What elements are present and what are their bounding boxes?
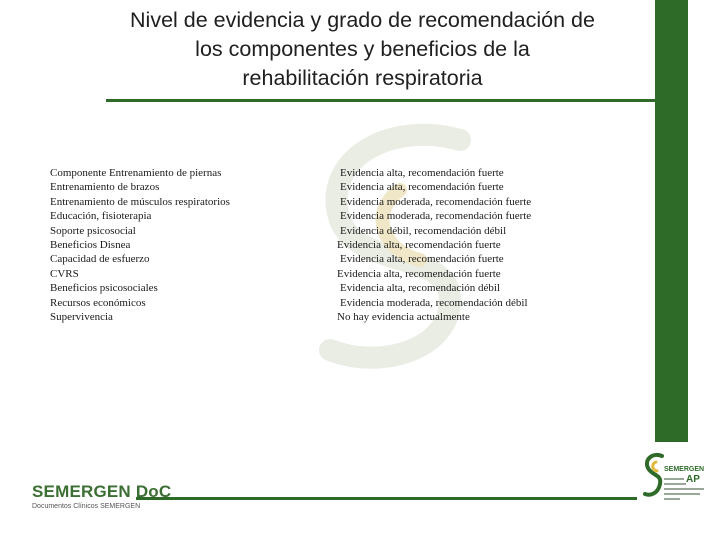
component-item: Soporte psicosocial xyxy=(50,224,136,237)
evidence-item: Evidencia moderada, recomendación débil xyxy=(340,296,528,309)
logo-title: SEMERGEN DoC xyxy=(32,482,172,501)
component-item: Capacidad de esfuerzo xyxy=(50,253,150,266)
side-accent-bar xyxy=(655,0,688,442)
evidence-item: Evidencia alta, recomendación fuerte xyxy=(340,181,504,194)
component-item: Supervivencia xyxy=(50,311,113,324)
evidence-item: Evidencia alta, recomendación fuerte xyxy=(337,267,501,280)
semergen-doc-logo xyxy=(32,482,171,511)
page-title xyxy=(90,6,635,93)
logo-fineprint xyxy=(664,488,704,490)
title-line-2: los componentes y beneficios de la xyxy=(195,37,530,61)
logo-fineprint xyxy=(664,483,686,485)
logo-fineprint xyxy=(664,478,684,480)
component-item: Componente Entrenamiento de piernas xyxy=(50,167,222,179)
evidence-item: Evidencia moderada, recomendación fuerte xyxy=(340,195,532,208)
logo-subtitle: Documentos Clínicos SEMERGEN xyxy=(32,503,141,510)
component-item: Entrenamiento de músculos respiratorios xyxy=(50,195,230,208)
evidence-list xyxy=(337,166,597,324)
evidence-item: No hay evidencia actualmente xyxy=(337,311,470,324)
right-logo-name: SEMERGEN xyxy=(664,466,705,473)
component-item: Beneficios Disnea xyxy=(50,239,131,252)
logo-fineprint xyxy=(664,493,700,495)
components-list xyxy=(50,166,310,324)
title-line-1: Nivel de evidencia y grado de recomendación de xyxy=(130,8,595,32)
title-line-3: rehabilitación respiratoria xyxy=(242,66,483,90)
evidence-item: Evidencia moderada, recomendación fuerte xyxy=(340,210,532,223)
evidence-item: Evidencia débil, recomendación débil xyxy=(340,224,507,237)
logo-fineprint xyxy=(664,498,680,500)
component-item: Recursos económicos xyxy=(50,296,146,309)
evidence-item: Evidencia alta, recomendación fuerte xyxy=(337,239,501,252)
right-logo-ap: AP xyxy=(686,474,700,485)
component-item: Educación, fisioterapia xyxy=(50,210,152,223)
component-item: Beneficios psicosociales xyxy=(50,282,158,295)
evidence-item: Evidencia alta, recomendación fuerte xyxy=(340,253,504,266)
evidence-item: Evidencia alta, recomendación fuerte xyxy=(340,167,504,179)
footer-divider xyxy=(136,497,637,500)
semergen-s-icon xyxy=(642,450,666,502)
evidence-item: Evidencia alta, recomendación débil xyxy=(340,282,501,295)
semergen-ap-logo xyxy=(642,450,712,505)
title-divider xyxy=(106,99,688,102)
component-item: CVRS xyxy=(50,267,79,280)
component-item: Entrenamiento de brazos xyxy=(50,181,160,194)
